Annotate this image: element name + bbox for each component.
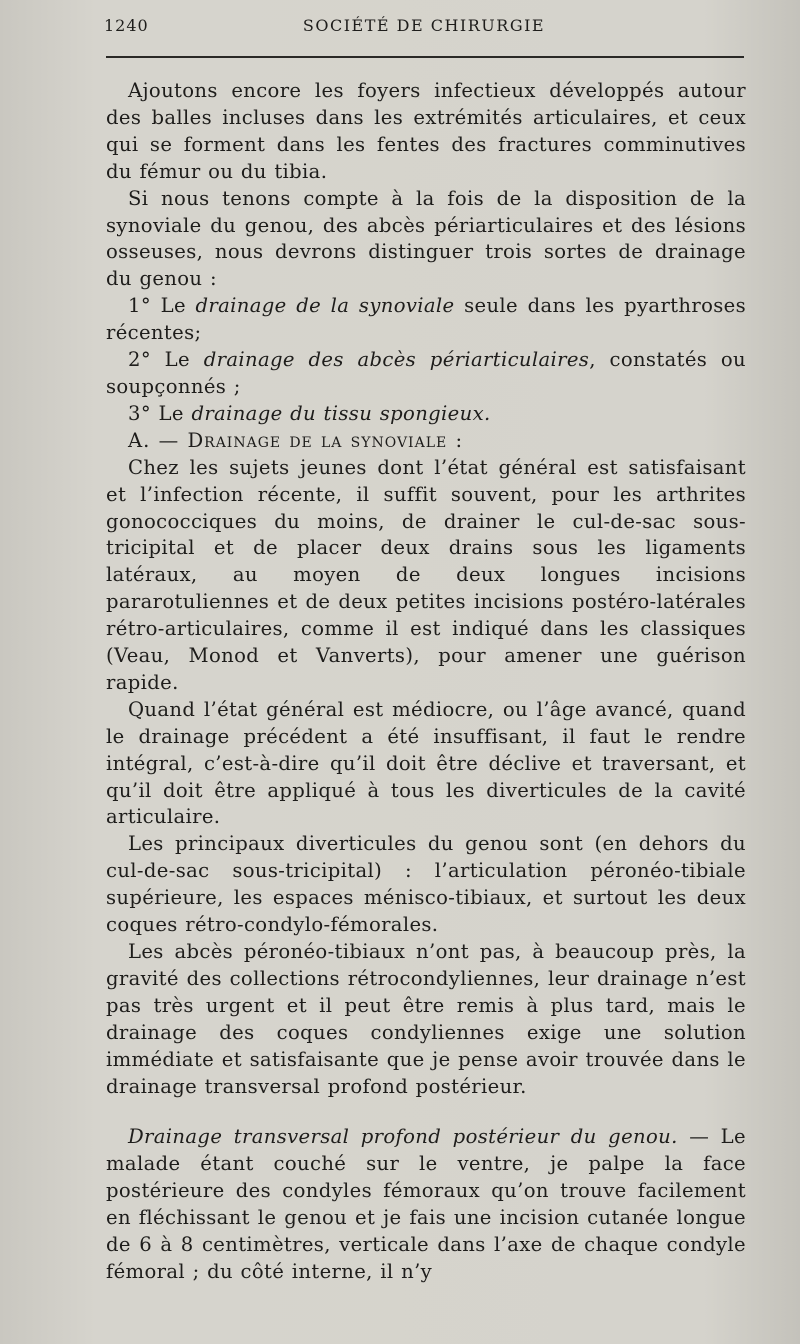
paragraph: Drainage transversal profond postérieur du genou. — Le malade étant couché sur le ventre, je palpe la face postérieure des condyles fémoraux qu’on trouve facilement en fléchissant le genou et je fais une incision cutanée longue de 6 à 8 centimètres, verticale dans l’axe de chaque condyle fémoral ; du côté interne, il n’y: [106, 1125, 746, 1283]
paragraph: Les abcès péronéo-tibiaux n’ont pas, à beaucoup près, la gravité des collections rétrocondyliennes, leur drainage n’est pas très urgent et il peut être remis à plus tard, mais le drainage des coques condyliennes exige une solution immédiate et satisfaisante que je pense avoir trouvée dans le drainage transversal profond postérieur.: [106, 940, 746, 1098]
paragraph-heading: Drainage transversal profond postérieur du genou.: [128, 1125, 678, 1149]
running-title: SOCIÉTÉ DE CHIRURGIE: [302, 16, 546, 35]
paragraph: Les principaux diverticules du genou sont (en dehors du cul-de-sac sous-tricipital) : l’articulation péronéo-tibiale supérieure, les espaces ménisco-tibiaux, et surtout les deux coques rétro-condylo-fémorales.: [106, 832, 746, 937]
paragraph: Quand l’état général est médiocre, ou l’âge avancé, quand le drainage précédent a été insuffisant, il faut le rendre intégral, c’est-à-dire qu’il doit être déclive et traversant, et qu’il doit être appliqué à tous les diverticules de la cavité articulaire.: [106, 697, 746, 829]
list-item: 1° Le drainage de la synoviale seule dans les pyarthroses récentes;: [106, 294, 746, 345]
page-header: [104, 16, 744, 46]
paragraph: Si nous tenons compte à la fois de la disposition de la synoviale du genou, des abcès périarticulaires et des lésions osseuses, nous devrons distinguer trois sortes de drainage du genou :: [106, 186, 746, 291]
paragraph: Ajoutons encore les foyers infectieux développés autour des balles incluses dans les extrémités articulaires, et ceux qui se forment dans les fentes des fractures comminutives du fémur ou du tibia.: [106, 79, 746, 183]
section-heading: A. — Drainage de la synoviale :: [128, 428, 464, 452]
list-item: 3° Le drainage du tissu spongieux.: [128, 401, 491, 425]
header-rule: [106, 56, 744, 58]
body-text: [106, 78, 746, 1286]
paragraph: Chez les sujets jeunes dont l’état général est satisfaisant et l’infection récente, il suffit souvent, pour les arthrites gonococciques du moins, de drainer le cul-de-sac sous-tricipital et de placer deux drains sous les ligaments latéraux, au moyen de deux longues incisions pararotuliennes et de deux petites incisions postéro-latérales rétro-articulaires, comme il est indiqué dans les classiques (Veau, Monod et Vanverts), pour amener une guérison rapide.: [106, 455, 746, 694]
page-number: 1240: [104, 16, 149, 35]
list-item: 2° Le drainage des abcès périarticulaires, constatés ou soupçonnés ;: [106, 348, 747, 398]
